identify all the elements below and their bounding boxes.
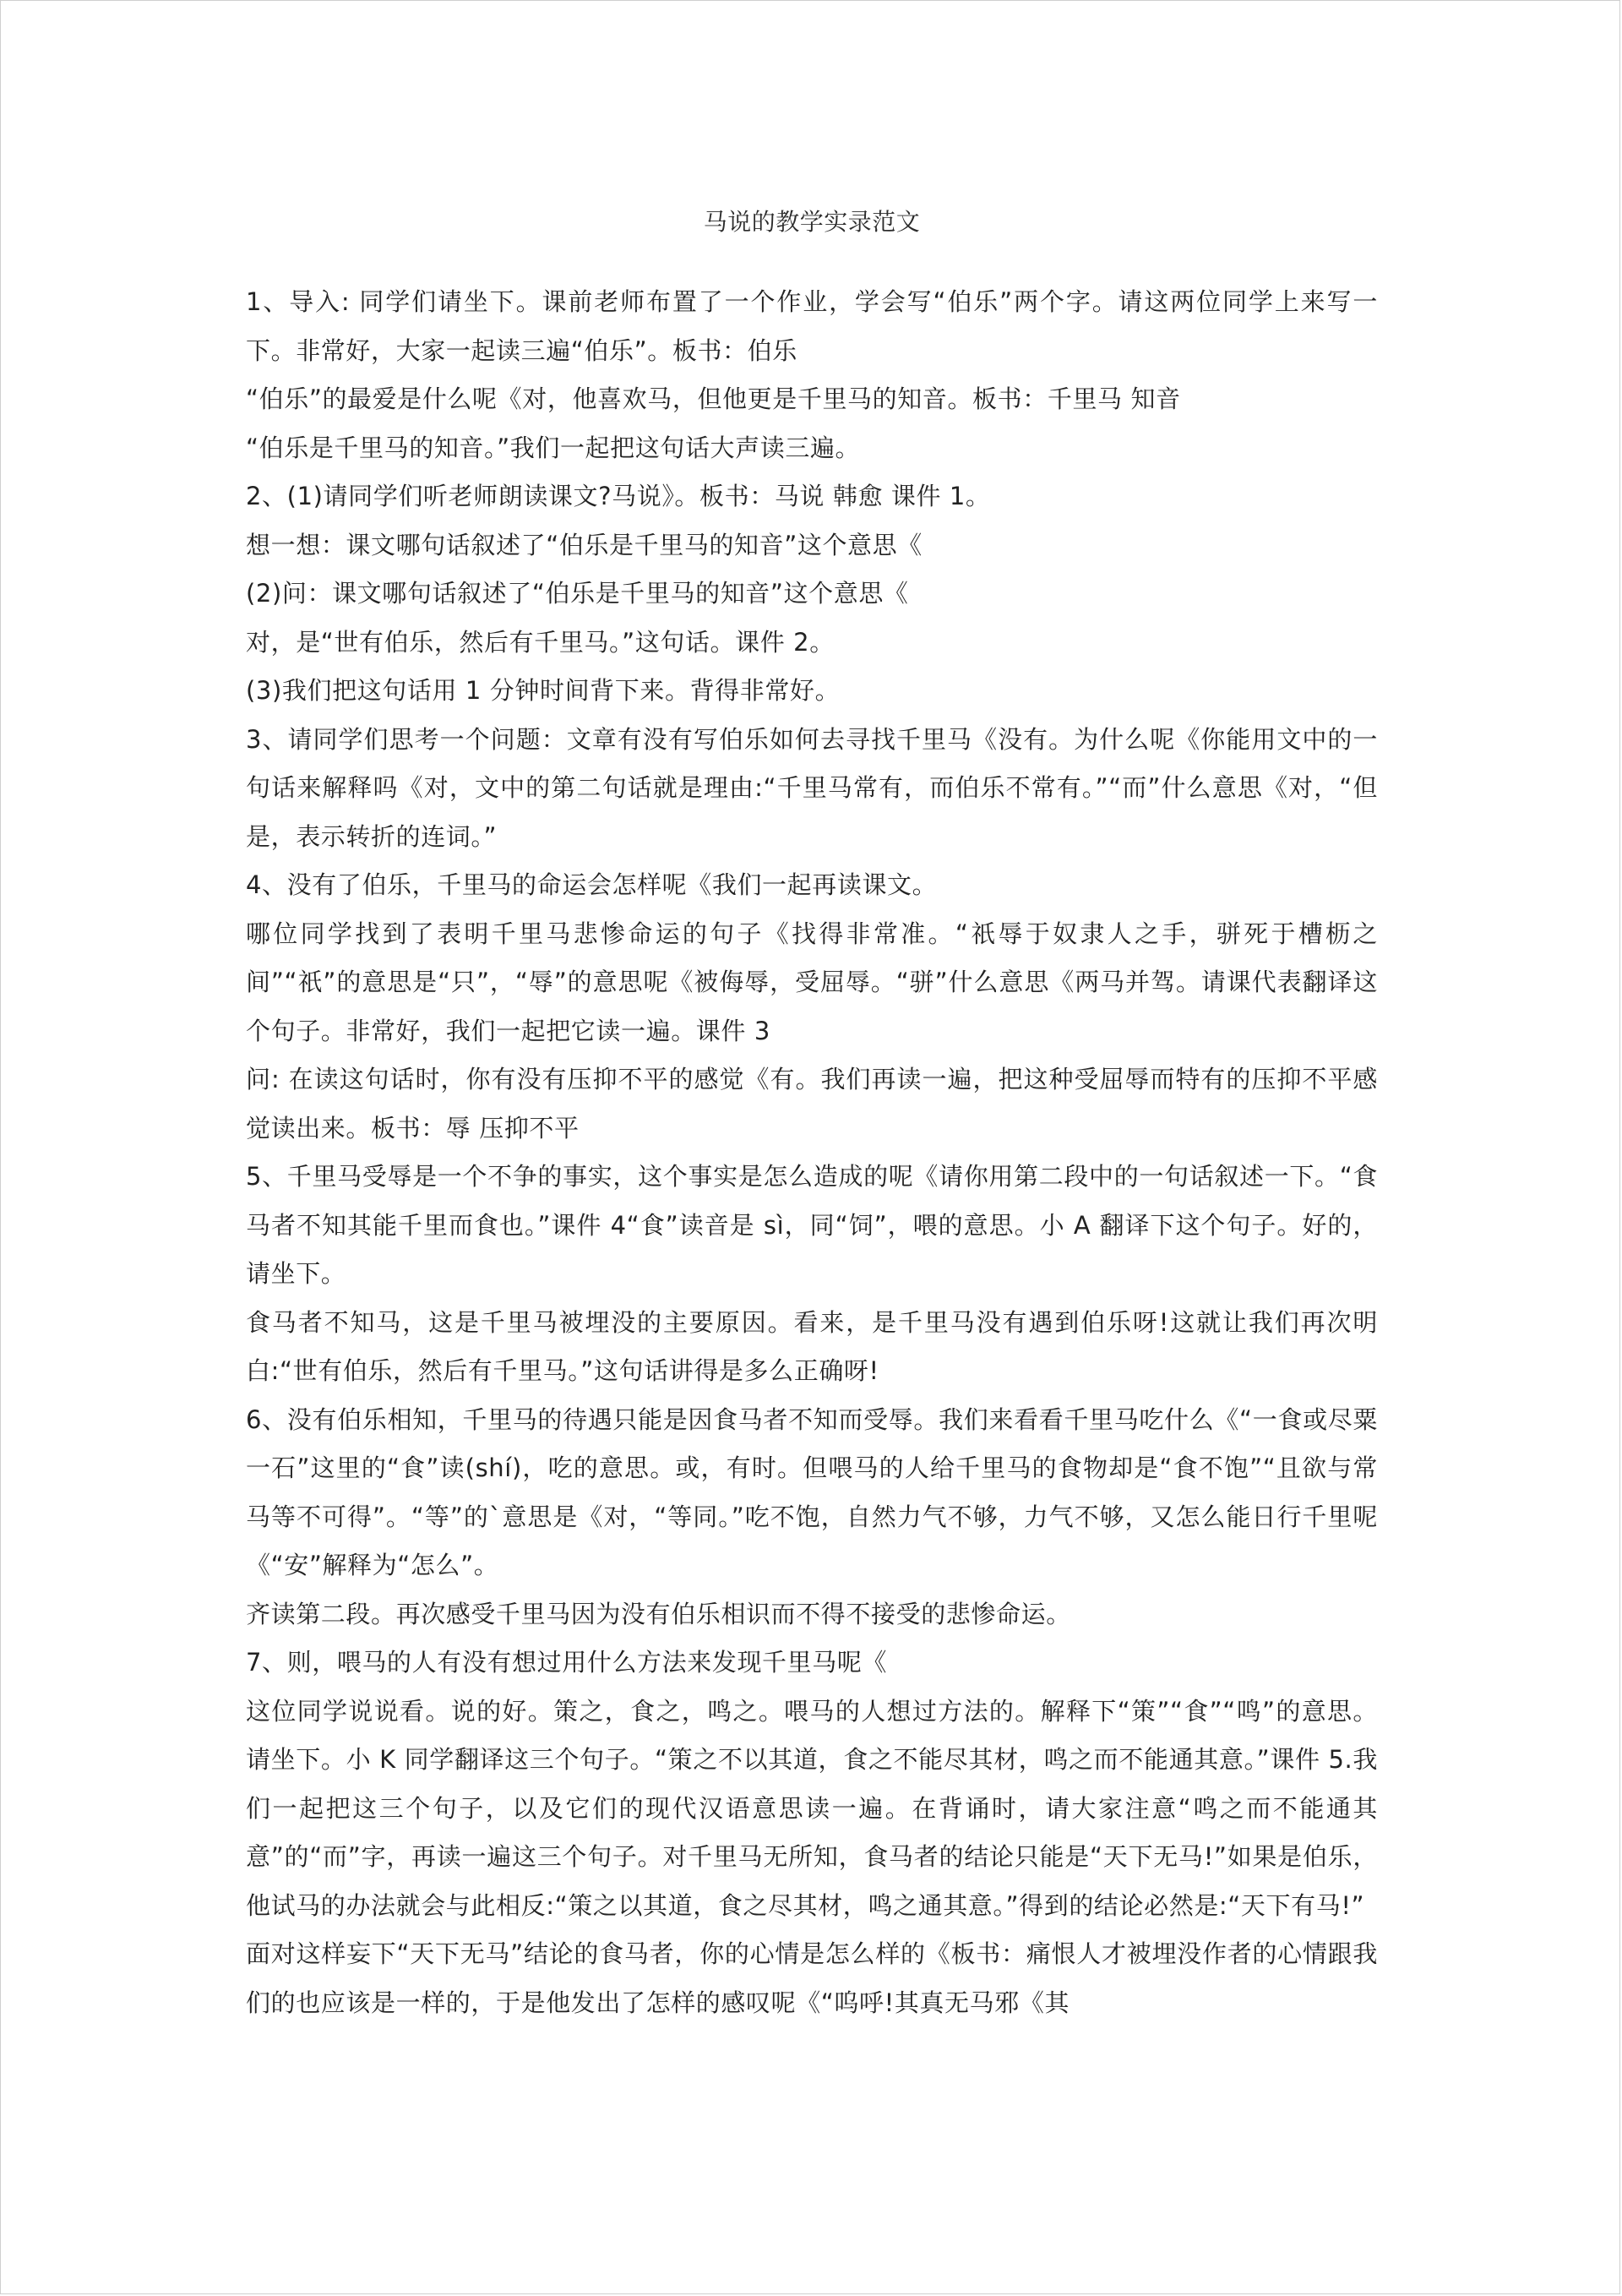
paragraph: 3、请同学们思考一个问题：文章有没有写伯乐如何去寻找千里马《没有。为什么呢《你能用文中的一句话来解释吗《对，文中的第二句话就是理由:“千里马常有，而伯乐不常有。”“而”什么意思《对，“但是，表示转折的连词。” xyxy=(246,724,1378,851)
paragraph: 齐读第二段。再次感受千里马因为没有伯乐相识而不得不接受的悲惨命运。 xyxy=(246,1599,1071,1628)
paragraph: (3)我们把这句话用 1 分钟时间背下来。背得非常好。 xyxy=(246,676,841,705)
paragraph: 6、没有伯乐相知，千里马的待遇只能是因食马者不知而受辱。我们来看看千里马吃什么《“一食或尽粟一石”这里的“食”读(shí)，吃的意思。或，有时。但喂马的人给千里马的食物却是“食不饱”“且欲与常马等不可得”。“等”的`意思是《对，“等同。”吃不饱，自然力气不够，力气不够，又怎么能日行千里呢《“安”解释为“怎么”。 xyxy=(246,1404,1378,1579)
paragraph: 问: 在读这句话时，你有没有压抑不平的感觉《有。我们再读一遍，把这种受屈辱而特有的压抑不平感觉读出来。板书：辱 压抑不平 xyxy=(246,1065,1378,1143)
paragraph: (2)问：课文哪句话叙述了“伯乐是千里马的知音”这个意思《 xyxy=(246,579,909,608)
document-body xyxy=(246,278,1378,2027)
paragraph: “伯乐”的最爱是什么呢《对，他喜欢马，但他更是千里马的知音。板书：千里马 知音 xyxy=(246,384,1181,413)
paragraph: 食马者不知马，这是千里马被埋没的主要原因。看来，是千里马没有遇到伯乐呀!这就让我们再次明白:“世有伯乐，然后有千里马。”这句话讲得是多么正确呀! xyxy=(246,1307,1378,1385)
document-title: 马说的教学实录范文 xyxy=(703,208,921,236)
paragraph: 想一想：课文哪句话叙述了“伯乐是千里马的知音”这个意思《 xyxy=(246,530,923,559)
paragraph: 这位同学说说看。说的好。策之，食之，鸣之。喂马的人想过方法的。解释下“策”“食”“鸣”的意思。 请坐下。小 K 同学翻译这三个句子。“策之不以其道，食之不能尽其材，鸣之而不能通其意。”课件 5.我们一起把这三个句子，以及它们的现代汉语意思读一遍。在背诵时，请大家注意“鸣之而不能通其意”的“而”字，再读一遍这三个句子。对千里马无所知，食马者的结论只能是“天下无马!”如果是伯乐，他试马的办法就会与此相反:“策之以其道，食之尽其材，鸣之通其意。”得到的结论必然是:“天下有马!” xyxy=(246,1696,1378,1920)
paragraph: 5、千里马受辱是一个不争的事实，这个事实是怎么造成的呢《请你用第二段中的一句话叙述一下。“食马者不知其能千里而食也。”课件 4“食”读音是 sì，同“饲”，喂的意思。小 A 翻译下这个句子。好的，请坐下。 xyxy=(246,1162,1378,1288)
paragraph: 面对这样妄下“天下无马”结论的食马者，你的心情是怎么样的《板书：痛恨人才被埋没作者的心情跟我们的也应该是一样的，于是他发出了怎样的感叹呢《“呜呼!其真无马邪《其 xyxy=(246,1939,1378,2017)
paragraph: 哪位同学找到了表明千里马悲惨命运的句子《找得非常准。“祇辱于奴隶人之手，骈死于槽枥之间”“祇”的意思是“只”，“辱”的意思呢《被侮辱，受屈辱。“骈”什么意思《两马并驾。请课代表翻译这个句子。非常好，我们一起把它读一遍。课件 3 xyxy=(246,919,1378,1045)
paragraph: 7、则，喂马的人有没有想过用什么方法来发现千里马呢《 xyxy=(246,1648,888,1677)
paragraph: 对，是“世有伯乐，然后有千里马。”这句话。课件 2。 xyxy=(246,627,835,657)
paragraph: “伯乐是千里马的知音。”我们一起把这句话大声读三遍。 xyxy=(246,433,861,462)
paragraph: 4、没有了伯乐，千里马的命运会怎样呢《我们一起再读课文。 xyxy=(246,870,938,899)
paragraph: 2、(1)请同学们听老师朗读课文?马说》。板书：马说 韩愈 课件 1。 xyxy=(246,482,991,510)
paragraph: 1、导入: 同学们请坐下。课前老师布置了一个作业，学会写“伯乐”两个字。请这两位同学上来写一下。非常好，大家一起读三遍“伯乐”。板书：伯乐 xyxy=(246,287,1378,365)
